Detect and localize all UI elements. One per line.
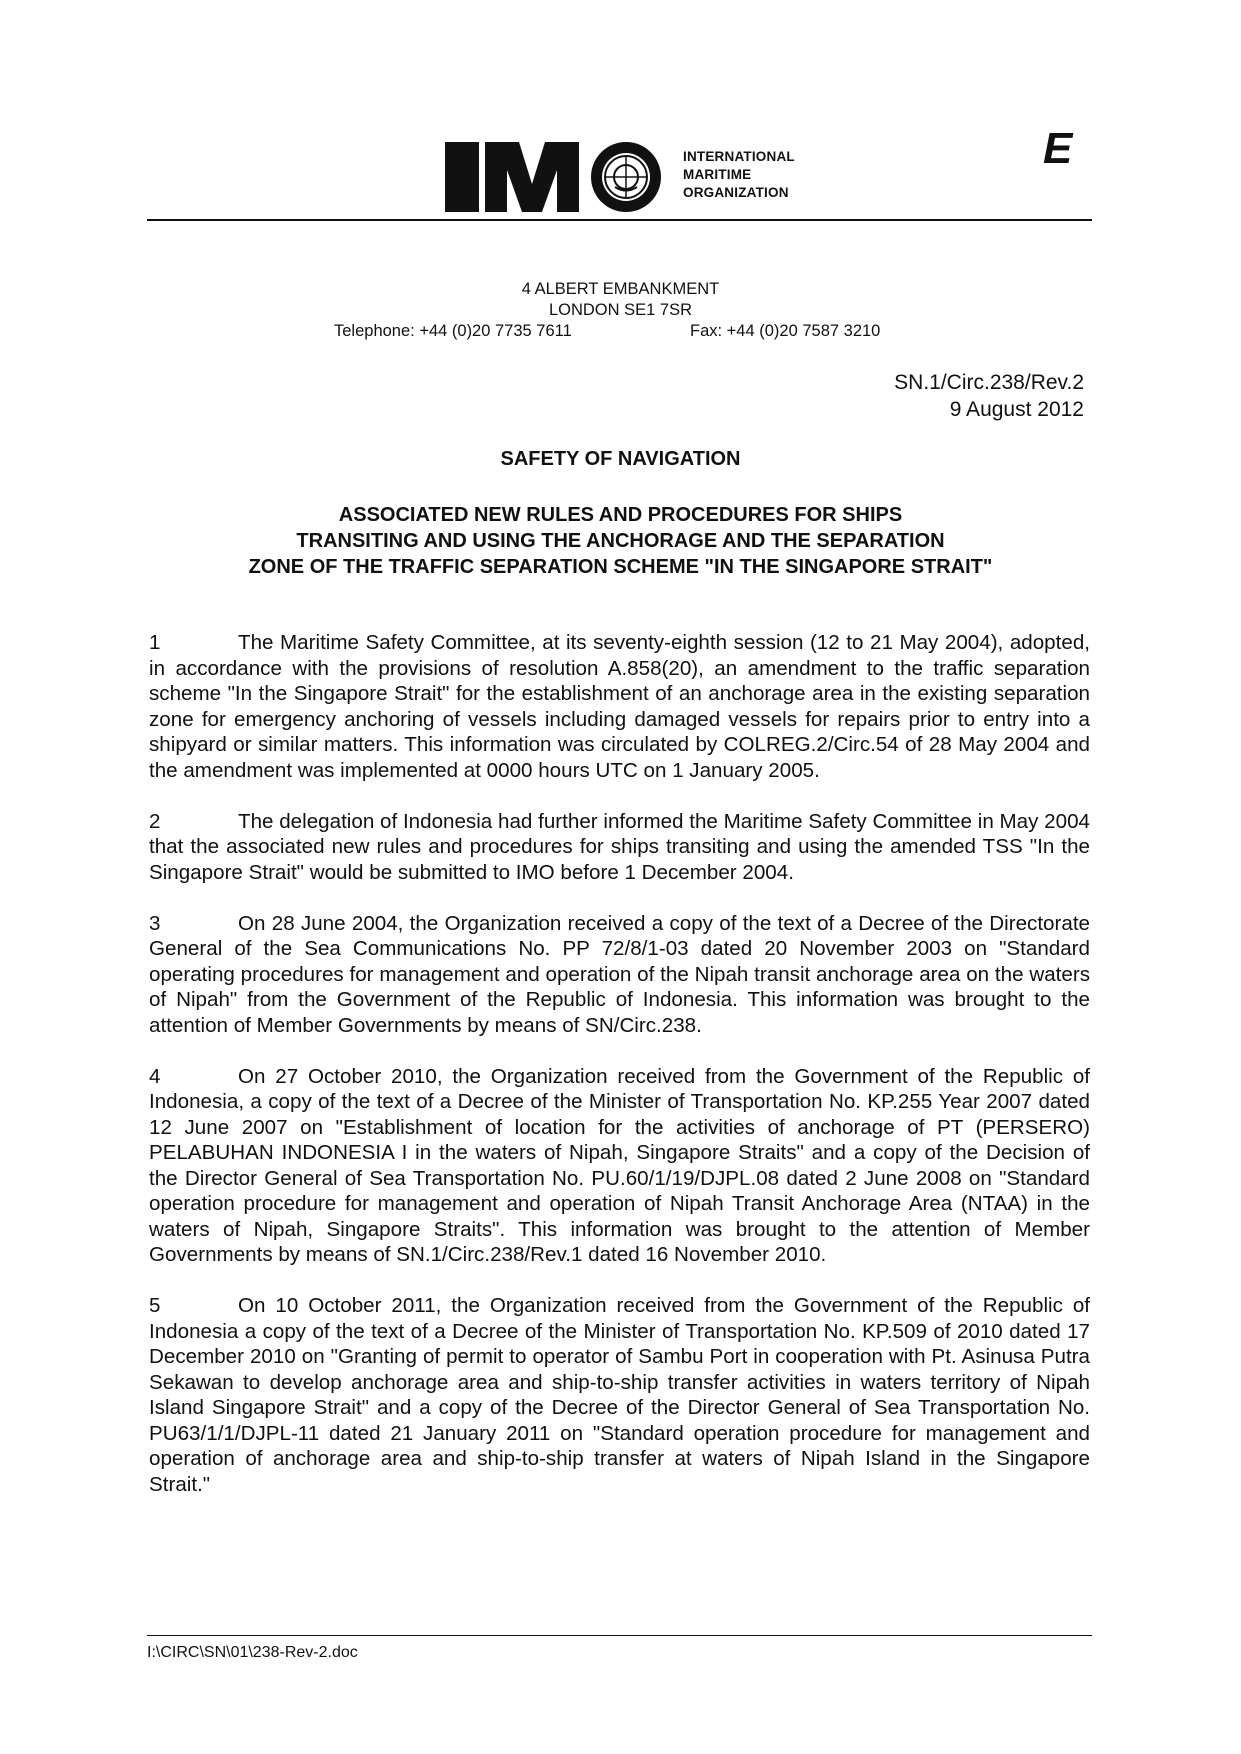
address-city: LONDON SE1 7SR — [548, 301, 693, 319]
document-title — [0, 502, 1241, 580]
document-reference — [894, 369, 1084, 423]
paragraph-number: 4 — [149, 1064, 161, 1088]
address-street: 4 ALBERT EMBANKMENT — [521, 280, 720, 298]
paragraph-number: 2 — [149, 809, 161, 833]
paragraph — [149, 1293, 1090, 1497]
paragraph — [149, 1064, 1090, 1268]
paragraph-text: On 28 June 2004, the Organization received a copy of the text of a Decree of the Directorate General of the Sea Communications No. PP 72/8/1-03 dated 20 November 2003 on "Standard operating procedures for management and operation of the Nipah transit anchorage area on the waters of Nipah" from the Government of the Republic of Indonesia. This information was brought to the attention of Member Governments by means of SN/Circ.238. — [149, 911, 1090, 1037]
footer-divider — [147, 1635, 1092, 1636]
imo-logo — [445, 142, 835, 212]
title-line: TRANSITING AND USING THE ANCHORAGE AND THE SEPARATION — [296, 530, 945, 552]
paragraph — [149, 630, 1090, 783]
document-body — [149, 630, 1090, 1523]
title-line: ZONE OF THE TRAFFIC SEPARATION SCHEME "IN THE SINGAPORE STRAIT" — [248, 556, 993, 578]
paragraph-number: 1 — [149, 631, 161, 654]
paragraph-text: On 27 October 2010, the Organization received from the Government of the Republic of Indonesia, a copy of the text of a Decree of the Minister of Transportation No. KP.255 Year 2007 dated 12 June 2007 on "Establishment of location for the activities of anchorage of PT (PERSERO) PELABUHAN INDONESIA I in the waters of Nipah, Singapore Straits" and a copy of the Decision of the Director General of Sea Transportation No. PU.60/1/19/DJPL.08 dated 2 June 2008 on "Standard operation procedure for management and operation of Nipah Transit Anchorage Area (NTAA) in the waters of Nipah, Singapore Straits". This information was brought to the attention of Member Governments by means of SN.1/Circ.238/Rev.1 dated 16 November 2010. — [149, 1064, 1090, 1266]
org-name-line: MARITIME — [683, 167, 752, 182]
paragraph-text: The Maritime Safety Committee, at its seventy-eighth session (12 to 21 May 2004), adopted, in accordance with the provisions of resolution A.858(20), an amendment to the traffic separation scheme "In the Singapore Strait" for the establishment of an anchorage area in the existing separation zone for emergency anchoring of vessels including damaged vessels for repairs prior to entry into a shipyard or similar matters. This information was circulated by COLREG.2/Circ.54 of 28 May 2004 and the amendment was implemented at 0000 hours UTC on 1 January 2005. — [149, 631, 1090, 782]
paragraph-number: 3 — [149, 911, 161, 935]
telephone: Telephone: +44 (0)20 7735 7611 — [334, 322, 572, 340]
header-divider — [147, 219, 1092, 221]
language-mark: E — [1043, 124, 1073, 173]
document-symbol: SN.1/Circ.238/Rev.2 — [894, 371, 1084, 394]
organization-name — [683, 148, 795, 202]
imo-wordmark — [445, 142, 670, 212]
org-name-line: INTERNATIONAL — [683, 149, 795, 164]
file-path: I:\CIRC\SN\01\238-Rev-2.doc — [147, 1644, 358, 1661]
title-line: ASSOCIATED NEW RULES AND PROCEDURES FOR SHIPS — [338, 504, 903, 526]
fax: Fax: +44 (0)20 7587 3210 — [690, 322, 881, 340]
address-block — [0, 279, 1241, 321]
section-title: SAFETY OF NAVIGATION — [500, 448, 741, 470]
paragraph — [149, 809, 1090, 886]
org-name-line: ORGANIZATION — [683, 185, 789, 200]
paragraph-text: On 10 October 2011, the Organization received from the Government of the Republic of Indonesia a copy of the text of a Decree of the Minister of Transportation No. KP.509 of 2010 dated 17 December 2010 on "Granting of permit to operator of Sambu Port in cooperation with Pt. Asinusa Putra Sekawan to develop anchorage area and ship-to-ship transfer activities in waters territory of Nipah Island Singapore Strait" and a copy of the Decree of the Director General of Sea Transportation No. PU63/1/1/DJPL-11 dated 21 January 2011 on "Standard operation procedure for management and operation of anchorage area and ship-to-ship transfer at waters of Nipah Island in the Singapore Strait." — [149, 1294, 1090, 1496]
paragraph-number: 5 — [149, 1294, 161, 1317]
document-date: 9 August 2012 — [949, 398, 1084, 421]
paragraph-text: The delegation of Indonesia had further informed the Maritime Safety Committee in May 2004 that the associated new rules and procedures for ships transiting and using the amended TSS "In the Singapore Strait" would be submitted to IMO before 1 December 2004. — [149, 809, 1090, 884]
paragraph — [149, 911, 1090, 1039]
